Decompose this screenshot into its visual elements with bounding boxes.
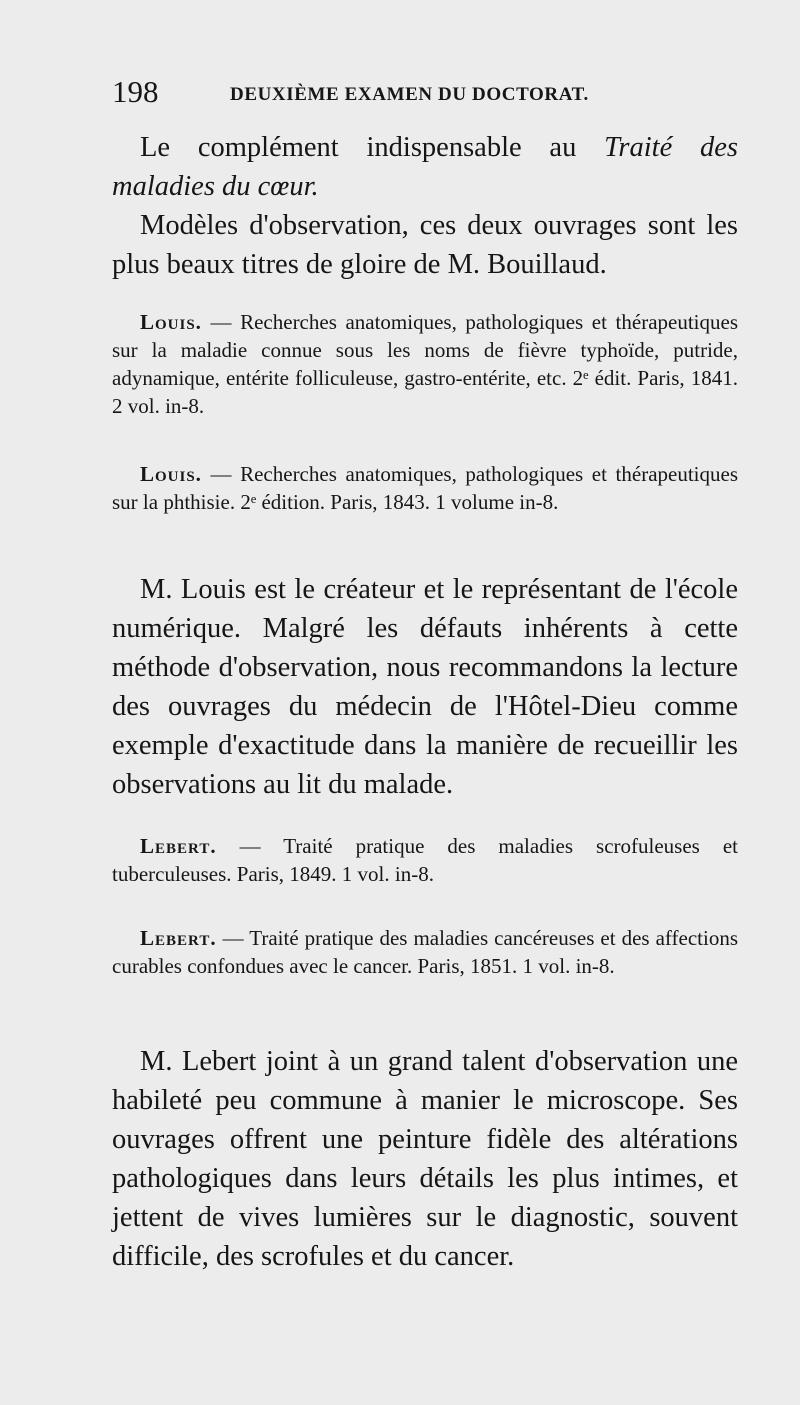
- paragraph-conclusion-bouillaud: [112, 128, 738, 284]
- paragraph-louis: [112, 570, 738, 804]
- bibliography-entry-louis-typhoide: [112, 308, 738, 420]
- author-name: Lebert.: [140, 926, 217, 950]
- reference-text: — Recherches anatomiques, pathologiques et thérapeutiques sur la maladie connue sous les noms de fièvre typhoïde, putride, adynamique, entérite folliculeuse, gastro-entérite, etc. 2ᵉ édit. Paris, 1841. 2 vol. in-8.: [112, 310, 738, 418]
- paragraph-text: M. Lebert joint à un grand talent d'observation une habileté peu commune à manier le microscope. Ses ouvrages offrent une peinture fidèle des altérations pathologiques dans leurs détails les plus intimes, et jettent de vives lumières sur le diagnostic, souvent difficile, des scrofules et du cancer.: [112, 1046, 738, 1272]
- bibliography-entry-lebert-scrofuleuses: [112, 832, 738, 888]
- author-name: Louis.: [140, 310, 202, 334]
- reference-text: — Recherches anatomiques, pathologiques et thérapeutiques sur la phthisie. 2ᵉ édition. Paris, 1843. 1 volume in-8.: [112, 462, 738, 514]
- bibliography-entry-louis-phthisie: [112, 460, 738, 516]
- paragraph-lebert: [112, 1042, 738, 1276]
- book-title-italic: Traité des maladies du cœur.: [112, 132, 738, 202]
- author-name: Lebert.: [140, 834, 217, 858]
- paragraph-text: Modèles d'observation, ces deux ouvrages sont les plus beaux titres de gloire de M. Bouillaud.: [112, 210, 738, 280]
- page-number: 198: [112, 74, 159, 109]
- paragraph-text: M. Louis est le créateur et le représentant de l'école numérique. Malgré les défauts inhérents à cette méthode d'observation, nous recommandons la lecture des ouvrages du médecin de l'Hôtel-Dieu comme exemple d'exactitude dans la manière de recueillir les observations au lit du malade.: [112, 574, 738, 800]
- reference-text: — Traité pratique des maladies cancéreuses et des affections curables confondues avec le cancer. Paris, 1851. 1 vol. in-8.: [112, 926, 738, 978]
- reference-text: — Traité pratique des maladies scrofuleuses et tuberculeuses. Paris, 1849. 1 vol. in-8.: [112, 834, 738, 886]
- author-name: Louis.: [140, 462, 202, 486]
- page-header: [112, 74, 752, 114]
- paragraph-text: Le complément indispensable au: [140, 132, 605, 163]
- bibliography-entry-lebert-cancereuses: [112, 924, 738, 980]
- running-title: DEUXIÈME EXAMEN DU DOCTORAT.: [230, 84, 589, 105]
